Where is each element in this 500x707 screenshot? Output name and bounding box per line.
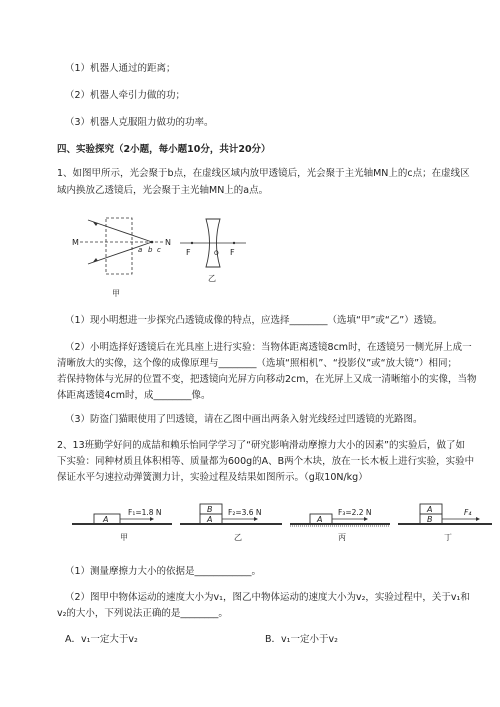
label-F-right: F — [230, 248, 235, 257]
label-M: M — [72, 238, 79, 247]
q1-sub3: （3）防盗门猫眼使用了凹透镜，请在乙图中画出两条入射光线经过凹透镜的光路图。 — [65, 414, 423, 425]
figure-jia-label: 甲 — [112, 289, 120, 298]
force-F1: F₁=1.8 N — [128, 508, 162, 517]
figure-yi-diagram — [178, 215, 248, 285]
section-heading: 四、实验探究（2小题，每小题10分，共计20分） — [57, 144, 271, 155]
q1-sub1: （1）现小明想进一步探究凸透镜成像的特点，应选择________（选填“甲”或“乙”）透镜。 — [65, 315, 443, 326]
q2-stem-line2: 下实验：同种材质且体积相等、质量都为600g的A、B两个木块，放在一长木板上进行实验，实验中 — [57, 456, 475, 467]
q2-stem-line1: 2、13班勤学好问的成喆和赖乐怡同学学习了“研究影响滑动摩擦力大小的因素”的实验后，做了如 — [57, 440, 465, 451]
figure-yi-label: 乙 — [208, 274, 216, 283]
label-b: b — [148, 246, 153, 254]
force-F4: F₄ — [464, 508, 472, 517]
force-F3: F₃=2.2 N — [338, 508, 372, 517]
q1-sub2-line4: 体距离透镜4cm时，成________像。 — [57, 390, 211, 401]
label-O: O — [214, 250, 219, 257]
block-A: A — [317, 515, 323, 524]
block-B: B — [427, 515, 433, 524]
figure-jia-diagram — [68, 212, 178, 302]
block-B: B — [207, 505, 213, 514]
option-A: A．v₁一定大于v₂ — [65, 634, 138, 645]
block-A: A — [207, 515, 213, 524]
panel-label-jia: 甲 — [120, 533, 128, 542]
item-top-2: （2）机器人牵引力做的功； — [65, 90, 186, 101]
friction-experiment-figure — [72, 496, 492, 546]
panel-label-bing: 丙 — [338, 533, 346, 542]
q1-sub2-line1: （2）小明选择好透镜后在光具座上进行实验：当物体距离透镜8cm时，在透镜另一侧光屏上成一 — [65, 342, 472, 353]
option-B: B．v₁一定小于v₂ — [265, 634, 338, 645]
force-F2: F₂=3.6 N — [228, 508, 262, 517]
label-F-left: F — [186, 248, 191, 257]
panel-ding — [398, 504, 492, 542]
panel-label-yi: 乙 — [234, 533, 242, 542]
block-A: A — [427, 505, 433, 514]
label-N: N — [165, 238, 171, 247]
label-c: c — [157, 246, 161, 254]
q1-stem-line2: 域内换放乙透镜后，光会聚于主光轴MN上的a点。 — [57, 185, 269, 196]
panel-label-ding: 丁 — [444, 533, 452, 542]
item-top-1: （1）机器人通过的距离； — [65, 63, 176, 74]
q2-sub2-line2: v₂的大小，下列说法正确的是________。 — [57, 608, 228, 619]
panel-bing — [290, 508, 390, 542]
block-A: A — [103, 515, 109, 524]
label-a: a — [138, 246, 143, 254]
panel-yi — [180, 504, 282, 542]
q1-sub2-line3: 若保持物体与光屏的位置不变，把透镜向光屏方向移动2cm，在光屏上又成一清晰缩小的实像，当物 — [57, 374, 477, 385]
q2-sub1: （1）测量摩擦力大小的依据是____________。 — [65, 566, 262, 577]
q2-sub2-line1: （2）图甲中物体运动的速度大小为v₁，图乙中物体运动的速度大小为v₂，实验过程中，关于v₁和 — [65, 592, 470, 603]
q1-stem-line1: 1、如图甲所示，光会聚于b点，在虚线区域内放甲透镜后，光会聚于主光轴MN上的c点；在虚线区 — [57, 168, 470, 179]
q1-sub2-line2: 清晰放大的实像，这个像的成像原理与________（选填“照相机”、“投影仪”或“放大镜”）相同； — [57, 358, 458, 369]
q2-stem-line3: 保证水平匀速拉动弹簧测力计，实验过程及结果如图所示。（g取10N/kg） — [57, 472, 368, 483]
panel-jia — [72, 508, 172, 542]
item-top-3: （3）机器人克服阻力做功的功率。 — [65, 117, 214, 128]
